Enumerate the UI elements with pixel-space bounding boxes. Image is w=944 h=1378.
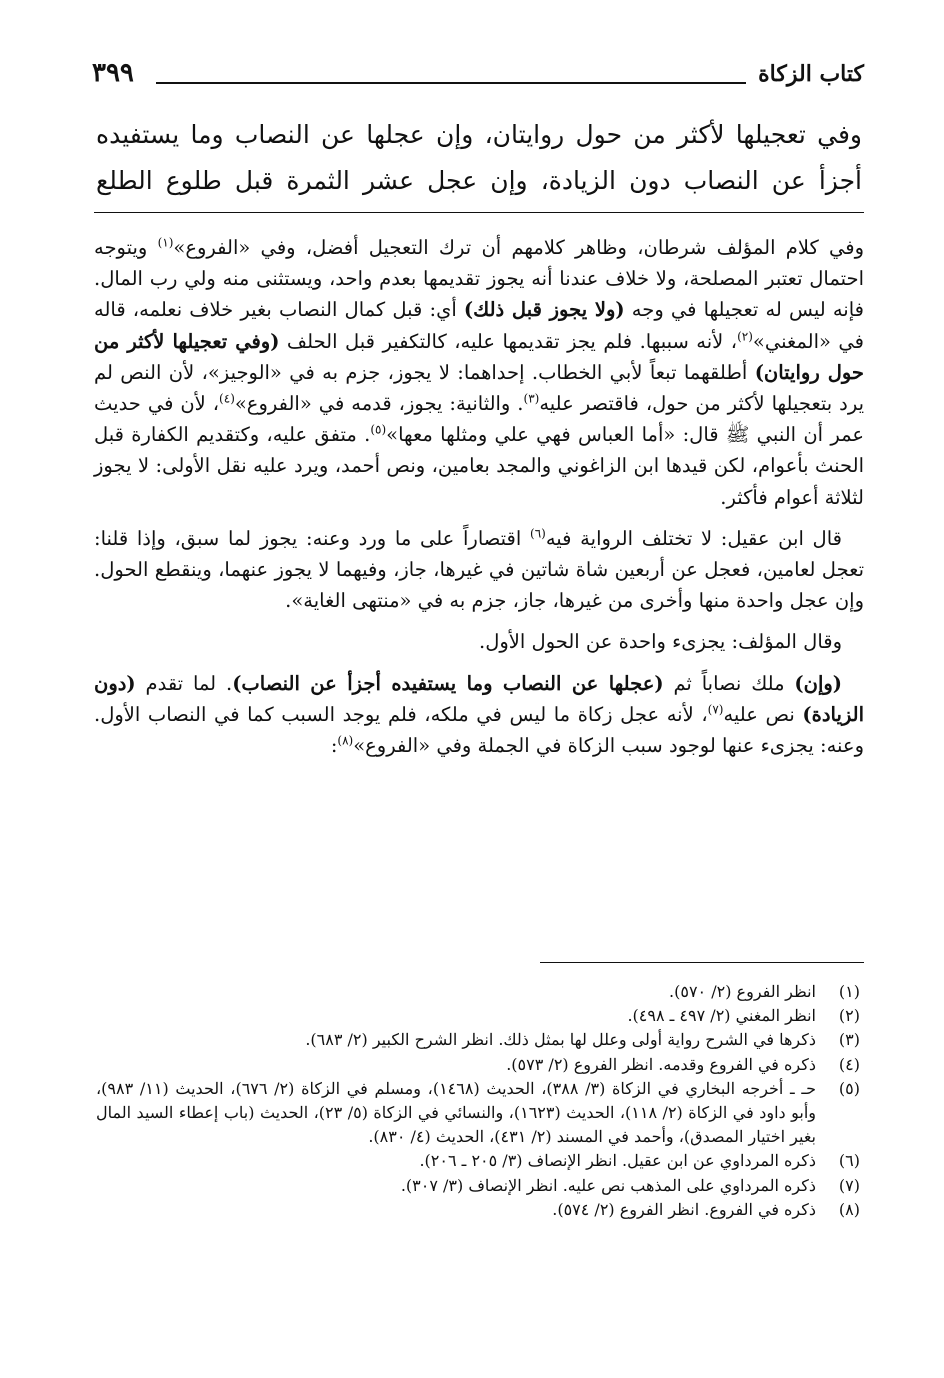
main-text — [96, 112, 862, 204]
commentary-text: ملك نصاباً ثم — [663, 671, 795, 695]
footnote-text: انظر الفروع (٢/ ٥٧٠). — [669, 982, 816, 1001]
footnote — [96, 1174, 860, 1198]
commentary — [94, 232, 864, 771]
footnote — [96, 980, 860, 1004]
commentary-text: ، لأنه عجل زكاة ما ليس في ملكه، فلم يوجد السبب كما في النصاب الأول. وعنه: يجزىء عنها لوجود سبب الزكاة في الجملة وفي «الفروع» — [94, 702, 864, 758]
commentary-text: ويتوجه احتمال تعتبر المصلحة، ولا خلاف عندنا أنه يجوز تقديمها بعدم واحد، ويستثنى منه ولي رب المال. فإنه ليس له تعجيلها في وجه — [94, 236, 864, 322]
footnote-ref: (٦) — [530, 526, 546, 541]
commentary-text: وفي كلام المؤلف شرطان، وظاهر كلامهم أن ترك التعجيل أفضل، وفي «الفروع» — [173, 236, 864, 259]
commentary-text: . متفق عليه، وكتقديم الكفارة قبل الحنث بأعوام، لكن قيدها ابن الزاغوني والمجد بعامين، ونص أحمد، ويرد عليه نقل الأولى: لا يجوز لثلاثة أعوام فأكثر. — [94, 423, 864, 509]
commentary-paragraph — [94, 626, 864, 657]
commentary-text: : — [330, 734, 338, 758]
footnote-number: (٢) — [838, 1006, 860, 1026]
footnote — [96, 1077, 860, 1150]
commentary-text: ، لأن في حديث عمر أن النبي ﷺ قال: «أما العباس فهي علي ومثلها معها» — [94, 392, 864, 447]
footnote-text: انظر المغني (٢/ ٤٩٧ ـ ٤٩٨). — [627, 1006, 816, 1026]
quoted-main-text: (عجلها عن النصاب وما يستفيده أجزأ عن النصاب) — [232, 671, 664, 695]
footnote — [96, 1053, 860, 1077]
footnote-ref: (١) — [157, 235, 174, 250]
footnote-text: حـ ـ أخرجه البخاري في الزكاة (٣/ ٣٨٨)، الحديث (١٤٦٨)، ومسلم في الزكاة (٢/ ٦٧٦)، الحديث (١١/ ٩٨٣)، وأبو داود في الزكاة (٢/ ١١٨)، الحديث (١٦٢٣)، والنسائي في الزكاة (٥/ ٢٣)، الحديث (باب إعطاء السيد المال بغير اختيار المصدق)، وأحمد في المسند (٢/ ٤٣١)، الحديث (٤/ ٨٣٠). — [96, 1078, 817, 1147]
main-text-line: وفي تعجيلها لأكثر من حول روايتان، وإن عجلها عن النصاب وما يستفيده — [96, 120, 862, 149]
footnote-text: ذكره المرداوي على المذهب نص عليه. انظر الإنصاف (٣/ ٣٠٧). — [400, 1175, 816, 1195]
commentary-text: أي: قبل كمال النصاب بغير خلاف نعلمه، قاله في «المغني» — [94, 298, 864, 353]
page-header — [92, 58, 864, 98]
commentary-text: اقتصاراً على ما ورد وعنه: يجوز لما سبق، وإذا قلنا: تعجل لعامين، فعجل عن أربعين شاة شاتين في غيرها، جاز، وفيهما لا يجوز عنهما، وينقطع الحول. وإن عجل واحدة منها وأخرى من غيرها، جاز، جزم به في «منتهى الغاية». — [94, 526, 864, 613]
footnote-ref: (٤) — [219, 391, 235, 406]
footnote-text: ذكره في الفروع وقدمه. انظر الفروع (٢/ ٥٧٣). — [506, 1054, 816, 1074]
footnote — [96, 1028, 860, 1052]
footnote-number: (٣) — [838, 1030, 860, 1050]
quoted-main-text: (ولا يجوز قبل ذلك) — [463, 298, 625, 322]
page-number: ٣٩٩ — [92, 58, 134, 88]
commentary-text: أطلقهما تبعاً لأبي الخطاب. إحداهما: لا يجوز، جزم به في «الوجيز»، لأن النص لم يرد بتعجيلها لأكثر من حول، فاقتصر عليه — [94, 360, 865, 416]
commentary-text: قال ابن عقيل: لا تختلف الرواية فيه — [545, 526, 842, 550]
footnotes — [96, 980, 860, 1222]
quoted-main-text: (دون الزيادة) — [94, 671, 864, 726]
footnote-number: (١) — [838, 982, 860, 1001]
footnote-text: ذكره المرداوي عن ابن عقيل. انظر الإنصاف (٣/ ٢٠٥ ـ ٢٠٦). — [419, 1151, 816, 1171]
commentary-text: . لما تقدم — [135, 671, 233, 695]
commentary-text: . والثانية: يجوز، قدمه في «الفروع» — [234, 392, 524, 416]
footnotes-divider — [540, 962, 864, 963]
footnote-number: (٦) — [838, 1151, 860, 1171]
commentary-paragraph — [94, 668, 864, 762]
running-title: كتاب الزكاة — [758, 61, 864, 87]
footnote-number: (٤) — [838, 1054, 860, 1074]
commentary-paragraph — [94, 523, 864, 617]
footnote — [96, 1004, 860, 1028]
footnote-ref: (٣) — [523, 391, 540, 406]
header-rule — [156, 82, 746, 84]
footnote-number: (٧) — [838, 1175, 860, 1195]
footnote-number: (٥) — [838, 1078, 860, 1098]
commentary-paragraph — [94, 232, 864, 513]
commentary-text: ، لأنه سببها. فلم يجز تقديمها عليه، كالتكفير قبل الحلف — [279, 329, 738, 353]
footnote-text: ذكرها في الشرح رواية أولى وعلل لها بمثل ذلك. انظر الشرح الكبير (٢/ ٦٨٣). — [305, 1030, 816, 1050]
footnote-number: (٨) — [838, 1199, 860, 1219]
main-text-line: أجزأ عن النصاب دون الزيادة، وإن عجل عشر الثمرة قبل طلوع الطلع — [96, 166, 862, 195]
quoted-main-text: (وفي تعجيلها لأكثر من حول روايتان) — [94, 329, 864, 384]
footnote-ref: (٢) — [737, 329, 753, 344]
footnote-ref: (٧) — [707, 702, 724, 717]
footnote-text: ذكره في الفروع. انظر الفروع (٢/ ٥٧٤). — [552, 1199, 816, 1219]
commentary-text: نص عليه — [723, 702, 803, 726]
footnote — [96, 1149, 860, 1173]
commentary-text: وقال المؤلف: يجزىء واحدة عن الحول الأول. — [479, 630, 842, 654]
footnote-ref: (٥) — [370, 422, 387, 437]
main-text-divider — [94, 212, 864, 213]
quoted-main-text: (وإن) — [794, 671, 843, 695]
footnote-ref: (٨) — [337, 733, 354, 748]
footnote — [96, 1198, 860, 1222]
